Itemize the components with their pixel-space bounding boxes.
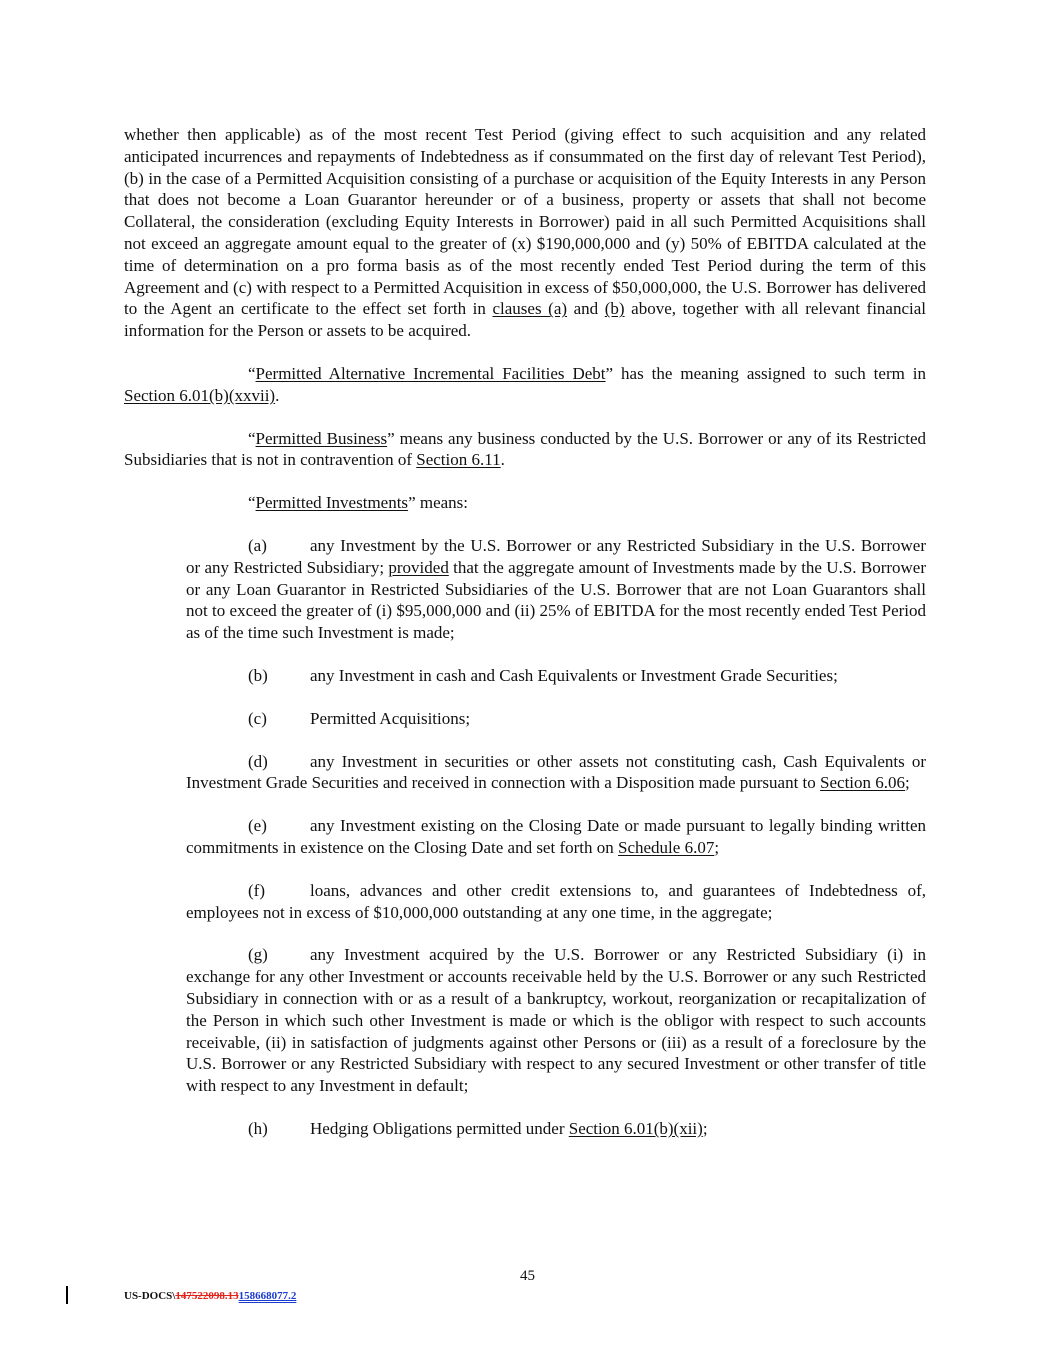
- item-label: (c): [248, 708, 267, 728]
- inserted-doc-number: 158668077.2: [238, 1290, 297, 1302]
- list-item: (g) any Investment acquired by the U.S. Borrower or any Restricted Subsidiary (i) in exchange for any other Investment or accounts receivable held by the U.S. Borrower or any such Restricted Subsidiary in connection with or as a result of a bankruptcy, workout, reorganization or recapitalization of the Person in which such other Investment is made or which is the obligor with respect to such accounts receivable, (ii) in satisfaction of judgments against other Persons or (iii) as a result of a foreclosure by the U.S. Borrower or any Restricted Subsidiary with respect to any secured Investment or other transfer of title with respect to any Investment in default;: [186, 945, 926, 1096]
- item-label: (a): [248, 535, 267, 555]
- list-item: (c) Permitted Acquisitions;: [248, 708, 471, 728]
- change-bar: [66, 1286, 68, 1304]
- list-item: (f) loans, advances and other credit extensions to, and guarantees of Indebtedness of, employees not in excess of $10,000,000 outstanding at any one time, in the aggregate;: [186, 880, 926, 922]
- section-reference: Section 6.06: [820, 773, 906, 793]
- document-id: US-DOCS\147522098.13158668077.2: [124, 1290, 297, 1302]
- item-label: (h): [248, 1118, 268, 1138]
- clause-a-reference: clauses (a): [492, 299, 568, 319]
- section-reference: Section 6.01(b)(xii): [568, 1118, 703, 1138]
- document-body: [124, 124, 926, 1140]
- list-item: (d) any Investment in securities or other assets not constituting cash, Cash Equivalents or Investment Grade Securities and received in connection with a Disposition made pursuant to Section 6.06;: [186, 751, 926, 793]
- item-label: (g): [248, 945, 268, 965]
- list-item: (e) any Investment existing on the Closing Date or made pursuant to legally binding written commitments in existence on the Closing Date and set forth on Schedule 6.07;: [186, 816, 926, 857]
- defined-term: Permitted Alternative Incremental Facilities Debt: [255, 363, 606, 383]
- definition-permitted-alternative-incremental-facilities-debt: “Permitted Alternative Incremental Facilities Debt” has the meaning assigned to such term in Section 6.01(b)(xxvii).: [124, 363, 927, 405]
- definition-permitted-investments: “Permitted Investments” means:: [248, 493, 469, 513]
- clause-b-reference: (b): [604, 299, 625, 319]
- list-item: (h) Hedging Obligations permitted under Section 6.01(b)(xii);: [248, 1118, 708, 1138]
- defined-term: Permitted Business: [255, 428, 388, 448]
- page-number: 45: [520, 1268, 535, 1284]
- defined-term: Permitted Investments: [255, 493, 409, 513]
- section-reference: Section 6.11: [416, 450, 501, 470]
- continuation-paragraph: whether then applicable) as of the most recent Test Period (giving effect to such acquisition and any related anticipated incurrences and repayments of Indebtedness as if consummated on the first day of relevant Test Period), (b) in the case of a Permitted Acquisition consisting of a purchase or acquisition of the Equity Interests in any Person that does not become a Loan Guarantor hereunder or of a business, property or assets that shall not become Collateral, the consideration (excluding Equity Interests in Borrower) paid in all such Permitted Acquisitions shall not exceed an aggregate amount equal to the greater of (x) $190,000,000 and (y) 50% of EBITDA calculated at the time of determination on a pro forma basis as of the most recently ended Test Period during the term of this Agreement and (c) with respect to a Permitted Acquisition in excess of $50,000,000, the U.S. Borrower has delivered to the Agent an certificate to the effect set forth in clauses (a) and (b) above, together with all relevant financial information for the Person or assets to be acquired.: [124, 125, 927, 341]
- provided-term: provided: [388, 557, 449, 577]
- list-item: (a) any Investment by the U.S. Borrower or any Restricted Subsidiary in the U.S. Borrower or any Restricted Subsidiary; provided that the aggregate amount of Investments made by the U.S. Borrower or any Loan Guarantor in Restricted Subsidiaries of the U.S. Borrower that are not Loan Guarantors shall not to exceed the greater of (i) $95,000,000 and (ii) 25% of EBITDA for the most recently ended Test Period as of the time such Investment is made;: [186, 535, 927, 643]
- item-label: (d): [248, 751, 268, 771]
- definition-permitted-business: “Permitted Business” means any business conducted by the U.S. Borrower or any of its Restricted Subsidiaries that is not in contravention of Section 6.11.: [124, 428, 926, 470]
- schedule-reference: Schedule 6.07: [618, 837, 715, 857]
- item-label: (e): [248, 816, 267, 836]
- section-reference: Section 6.01(b)(xxvii): [124, 385, 276, 405]
- item-label: (f): [248, 880, 265, 900]
- item-label: (b): [248, 665, 268, 685]
- deleted-doc-number: 147522098.13: [175, 1290, 239, 1302]
- list-item: (b) any Investment in cash and Cash Equivalents or Investment Grade Securities;: [248, 665, 838, 685]
